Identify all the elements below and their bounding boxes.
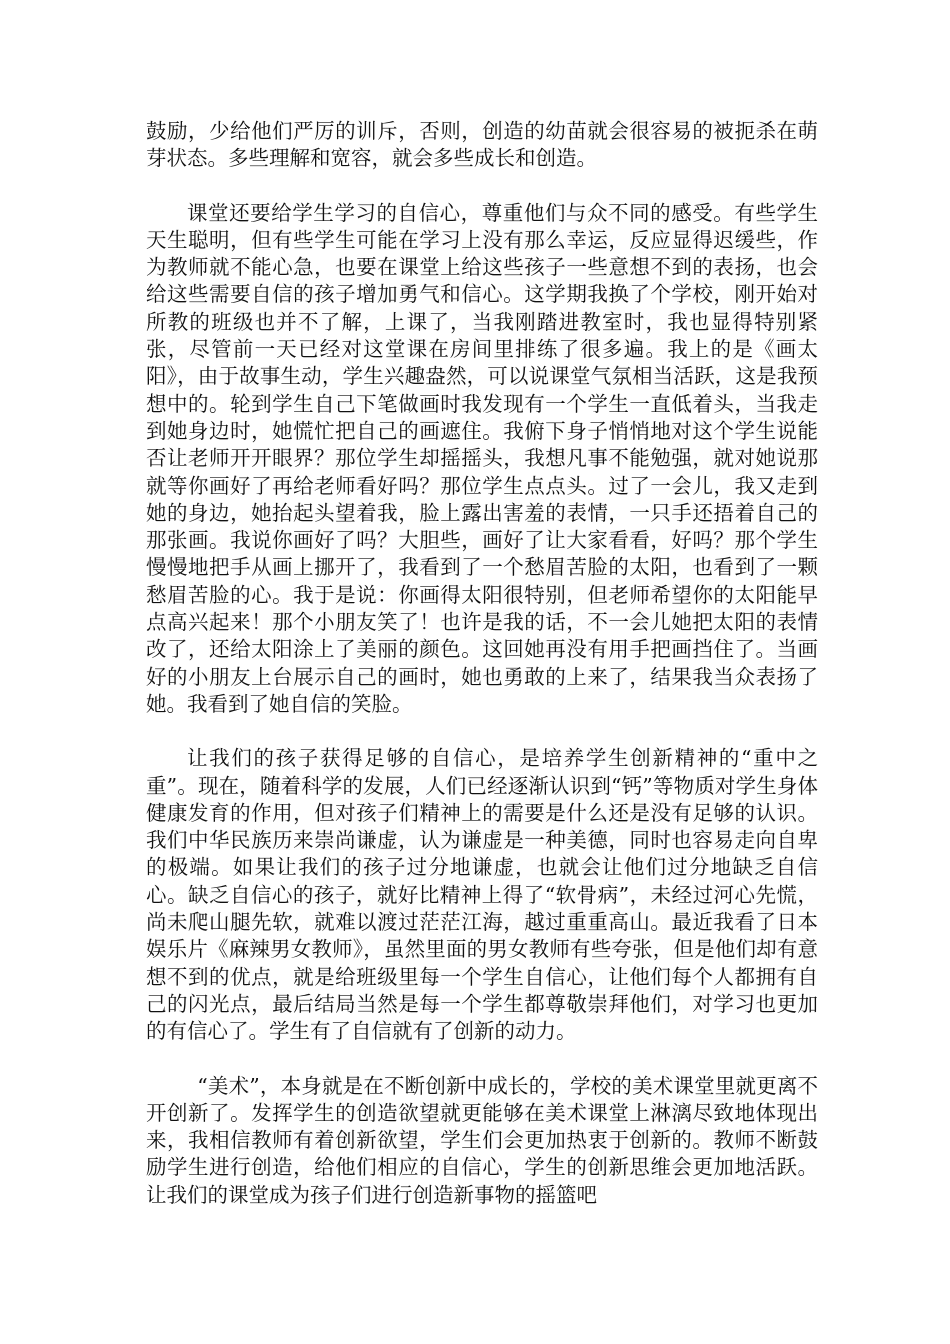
paragraph-3: 让我们的孩子获得足够的自信心，是培养学生创新精神的“重中之重”。现在，随着科学的发展，人们已经逐渐认识到“钙”等物质对学生身体健康发育的作用，但对孩子们精神上的需要是什么还是没有足够的认识。我们中华民族历来崇尚谦虚，认为谦虚是一种美德，同时也容易走向自卑的极端。如果让我们的孩子过分地谦虚，也就会让他们过分地缺乏自信心。缺乏自信心的孩子，就好比精神上得了“软骨病”，未经过河心先慌，尚未爬山腿先软，就难以渡过茫茫江海，越过重重高山。最近我看了日本娱乐片《麻辣男女教师》，虽然里面的男女教师有些夸张，但是他们却有意想不到的优点，就是给班级里每一个学生自信心，让他们每个人都拥有自己的闪光点，最后结局当然是每一个学生都尊敬崇拜他们，对学习也更加的有信心了。学生有了自信就有了创新的动力。 <box>146 746 818 1044</box>
document-body <box>146 118 818 1209</box>
paragraph-2: 课堂还要给学生学习的自信心，尊重他们与众不同的感受。有些学生天生聪明，但有些学生可能在学习上没有那么幸运，反应显得迟缓些，作为教师就不能心急，也要在课堂上给这些孩子一些意想不到的表扬，也会给这些需要自信的孩子增加勇气和信心。这学期我换了个学校，刚开始对所教的班级也并不了解，上课了，当我刚踏进教室时，我也显得特别紧张，尽管前一天已经对这堂课在房间里排练了很多遍。我上的是《画太阳》，由于故事生动，学生兴趣盎然，可以说课堂气氛相当活跃，这是我预想中的。轮到学生自己下笔做画时我发现有一个学生一直低着头，当我走到她身边时，她慌忙把自己的画遮住。我俯下身子悄悄地对这个学生说能否让老师开开眼界？那位学生却摇摇头，我想凡事不能勉强，就对她说那就等你画好了再给老师看好吗？那位学生点点头。过了一会儿，我又走到她的身边，她抬起头望着我，脸上露出害羞的表情，一只手还捂着自己的那张画。我说你画好了吗？大胆些，画好了让大家看看，好吗？那个学生慢慢地把手从画上挪开了，我看到了一个愁眉苦脸的太阳，也看到了一颗愁眉苦脸的心。我于是说：你画得太阳很特别，但老师希望你的太阳能早点高兴起来！那个小朋友笑了！也许是我的话，不一会儿她把太阳的表情改了，还给太阳涂上了美丽的颜色。这回她再没有用手把画挡住了。当画好的小朋友上台展示自己的画时，她也勇敢的上来了，结果我当众表扬了她。我看到了她自信的笑脸。 <box>146 200 818 716</box>
paragraph-1: 鼓励，少给他们严厉的训斥，否则，创造的幼苗就会很容易的被扼杀在萌芽状态。多些理解和宽容，就会多些成长和创造。 <box>146 119 818 171</box>
paragraph-4: “美术”，本身就是在不断创新中成长的，学校的美术课堂里就更离不开创新了。发挥学生的创造欲望就更能够在美术课堂上淋漓尽致地体现出来，我相信教师有着创新欲望，学生们会更加热衷于创新的。教师不断鼓励学生进行创造，给他们相应的自信心，学生的创新思维会更加地活跃。让我们的课堂成为孩子们进行创造新事物的摇篮吧 <box>146 1073 818 1207</box>
